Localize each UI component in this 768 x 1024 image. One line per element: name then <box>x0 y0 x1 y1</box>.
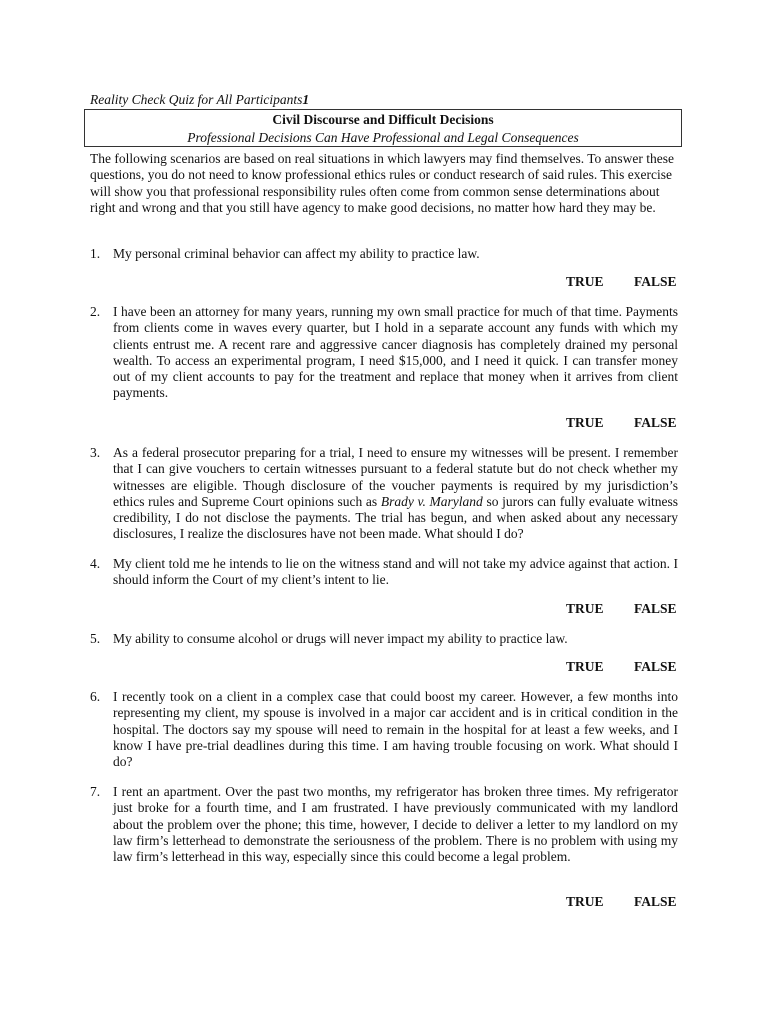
case-name: Brady v. Maryland <box>380 493 483 509</box>
answer-choices-5 <box>566 659 677 675</box>
question-2 <box>90 304 678 402</box>
question-text: I have been an attorney for many years, running my own small practice for much of that time. Payments from clients come in waves every quarter, but I hold in a separate account any funds with which my clients entrust me. A recent rare and aggressive cancer diagnosis has completely drained my personal wealth. To access an experimental program, I need $15,000, and I need it quick. I can transfer money out of my client accounts to pay for the treatment and replace that money when it arrives from client payments. <box>113 304 678 401</box>
title-box <box>84 109 682 147</box>
question-text: I rent an apartment. Over the past two months, my refrigerator has broken three times. My refrigerator just broke for a fourth time, and I am frustrated. I have previously communicated with my landlord about the problem over the phone; this time, however, I decide to deliver a letter to my landlord on my law firm’s letterhead to demonstrate the seriousness of the problem. There is no problem with using my law firm’s letterhead in this way, especially since this could become a legal problem. <box>113 784 678 865</box>
true-option[interactable]: TRUE <box>566 659 604 674</box>
section-subheading: Professional Decisions Can Have Professional and Legal Consequences <box>187 130 579 145</box>
answer-choices-7 <box>566 894 677 910</box>
question-5 <box>90 631 678 647</box>
question-7 <box>90 784 678 865</box>
question-text: My client told me he intends to lie on the witness stand and will not take my advice against that action. I should inform the Court of my client’s intent to lie. <box>113 556 678 588</box>
question-text: My personal criminal behavior can affect my ability to practice law. <box>113 246 480 261</box>
question-4 <box>90 556 678 589</box>
question-text: I recently took on a client in a complex case that could boost my career. However, a few months into representing my client, my spouse is involved in a major car accident and is in critical condition in the hospital. The doctors say my spouse will need to remain in the hospital for at least a few weeks, and I know I have pre-trial deadlines during this time. I am having trouble focusing on work. What should I do? <box>113 689 678 770</box>
question-3 <box>90 445 678 543</box>
false-option[interactable]: FALSE <box>634 894 677 909</box>
false-option[interactable]: FALSE <box>634 274 677 289</box>
section-heading: Civil Discourse and Difficult Decisions <box>272 112 494 127</box>
question-number: 4. <box>90 556 101 571</box>
question-text: As a federal prosecutor preparing for a trial, I need to ensure my witnesses will be present. I remember that I can give vouchers to certain witnesses pursuant to a federal statute but do not check whether my witnesses are eligible. Though disclosure of the voucher payments is required by my jurisdiction’s ethics rules and Supreme Court opinions such as Brady v. Maryland so jurors can fully evaluate witness credibility, I do not disclose the payments. The trial has begun, and when asked about any necessary disclosures, I realize the disclosures have not been made. What should I do? <box>113 445 679 542</box>
false-option[interactable]: FALSE <box>634 659 677 674</box>
answer-choices-2 <box>566 415 677 431</box>
answer-choices-1 <box>566 274 677 290</box>
answer-choices-4 <box>566 601 677 617</box>
intro-paragraph: The following scenarios are based on real situations in which lawyers may find themselves. To answer these questions, you do not need to know professional ethics rules or conduct research of said rules. This exercise will show you that professional responsibility rules often come from common sense determinations about right and wrong and that you still have agency to make good decisions, no matter how hard they may be. <box>90 151 675 215</box>
question-number: 2. <box>90 304 101 319</box>
footnote-mark: 1 <box>302 92 310 107</box>
true-option[interactable]: TRUE <box>566 274 604 289</box>
question-number: 1. <box>90 246 101 261</box>
true-option[interactable]: TRUE <box>566 601 604 616</box>
question-number: 5. <box>90 631 101 646</box>
question-number: 3. <box>90 445 101 460</box>
question-text: My ability to consume alcohol or drugs will never impact my ability to practice law. <box>113 631 568 646</box>
false-option[interactable]: FALSE <box>634 601 677 616</box>
quiz-header <box>90 92 309 108</box>
question-6 <box>90 689 678 770</box>
question-number: 7. <box>90 784 101 799</box>
true-option[interactable]: TRUE <box>566 894 604 909</box>
question-1 <box>90 246 678 262</box>
false-option[interactable]: FALSE <box>634 415 677 430</box>
true-option[interactable]: TRUE <box>566 415 604 430</box>
question-number: 6. <box>90 689 101 704</box>
quiz-title: Reality Check Quiz for All Participants <box>90 92 303 107</box>
